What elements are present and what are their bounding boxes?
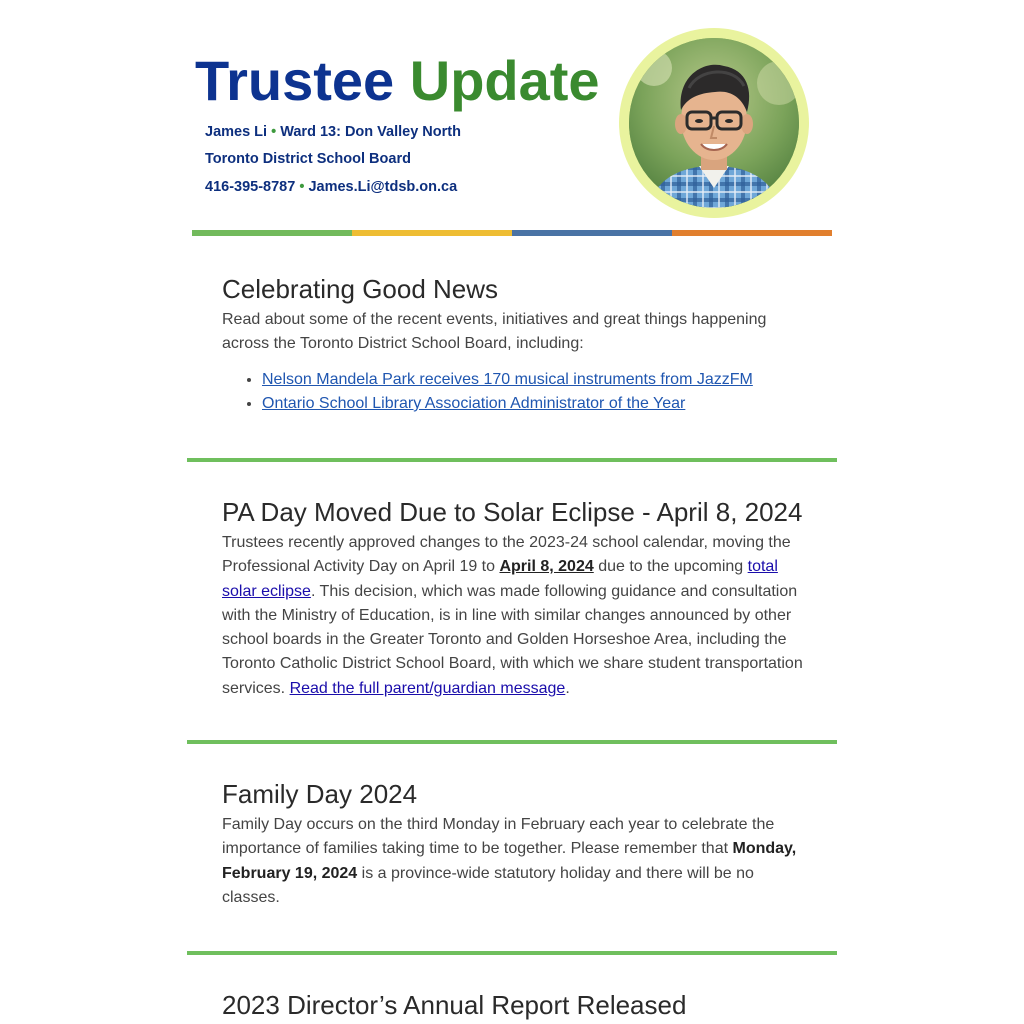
section-title-annual-report: 2023 Director’s Annual Report Released <box>222 990 687 1020</box>
list-item <box>262 392 753 416</box>
trustee-photo-frame <box>619 28 809 218</box>
color-bar-orange <box>672 230 832 236</box>
section-divider <box>187 740 837 744</box>
pa-day-text-3: . This decision, which was made following guidance and consultation with the Ministry of Education, is in line with similar changes announced by other school boards in the Greater Toronto and Golden Horseshoe Area, including the Toronto Catholic District School Board, with which we share student transportation services. <box>222 582 803 697</box>
pa-day-body <box>222 531 806 701</box>
section-title-pa-day: PA Day Moved Due to Solar Eclipse - April 8, 2024 <box>222 497 803 527</box>
section-title-family-day: Family Day 2024 <box>222 779 418 809</box>
ward-label: Ward 13: Don Valley North <box>280 124 461 140</box>
color-bar-blue <box>512 230 672 236</box>
family-day-date: Monday, February 19, 2024 <box>222 840 797 882</box>
separator-dot: • <box>271 124 277 140</box>
title-update: Update <box>409 49 600 112</box>
trustee-name: James Li <box>205 124 268 140</box>
trustee-photo <box>629 38 799 208</box>
board-name: Toronto District School Board <box>205 151 411 167</box>
good-news-link-library[interactable]: Ontario School Library Association Administrator of the Year <box>262 395 686 412</box>
family-day-text-2: is a province-wide statutory holiday and there will be no classes. <box>222 864 754 906</box>
family-day-text-1: Family Day occurs on the third Monday in February each year to celebrate the importance of families taking time to be together. Please remember that <box>222 816 775 858</box>
color-bar-green <box>192 230 352 236</box>
pa-day-text-4: . <box>565 679 570 697</box>
section-divider <box>187 458 837 462</box>
good-news-links <box>222 368 753 416</box>
section-title-good-news: Celebrating Good News <box>222 274 499 304</box>
contact-info <box>205 178 457 196</box>
newsletter-title <box>195 44 600 118</box>
email-address: James.Li@tdsb.on.ca <box>308 179 458 195</box>
solar-eclipse-link[interactable]: total solar eclipse <box>222 558 778 600</box>
color-bar-yellow <box>352 230 512 236</box>
good-news-link-jazzfm[interactable]: Nelson Mandela Park receives 170 musical instruments from JazzFM <box>262 371 753 388</box>
portrait-illustration <box>629 38 799 208</box>
section-divider <box>187 951 837 955</box>
header-color-bar <box>192 230 832 236</box>
parent-message-link[interactable]: Read the full parent/guardian message <box>289 679 566 697</box>
list-item <box>262 368 753 392</box>
pa-day-text-1: Trustees recently approved changes to the 2023-24 school calendar, moving the Professional Activity Day on April 19 to <box>222 534 791 576</box>
good-news-intro: Read about some of the recent events, initiatives and great things happening across the Toronto District School Board, including: <box>222 311 767 353</box>
school-board <box>205 150 411 168</box>
family-day-body <box>222 813 806 910</box>
pa-day-date: April 8, 2024 <box>499 558 594 576</box>
pa-day-text-2: due to the upcoming <box>593 558 748 576</box>
phone-number: 416-395-8787 <box>205 179 296 195</box>
trustee-name-ward <box>205 123 461 141</box>
separator-dot: • <box>299 179 305 195</box>
title-trustee: Trustee <box>195 49 395 112</box>
